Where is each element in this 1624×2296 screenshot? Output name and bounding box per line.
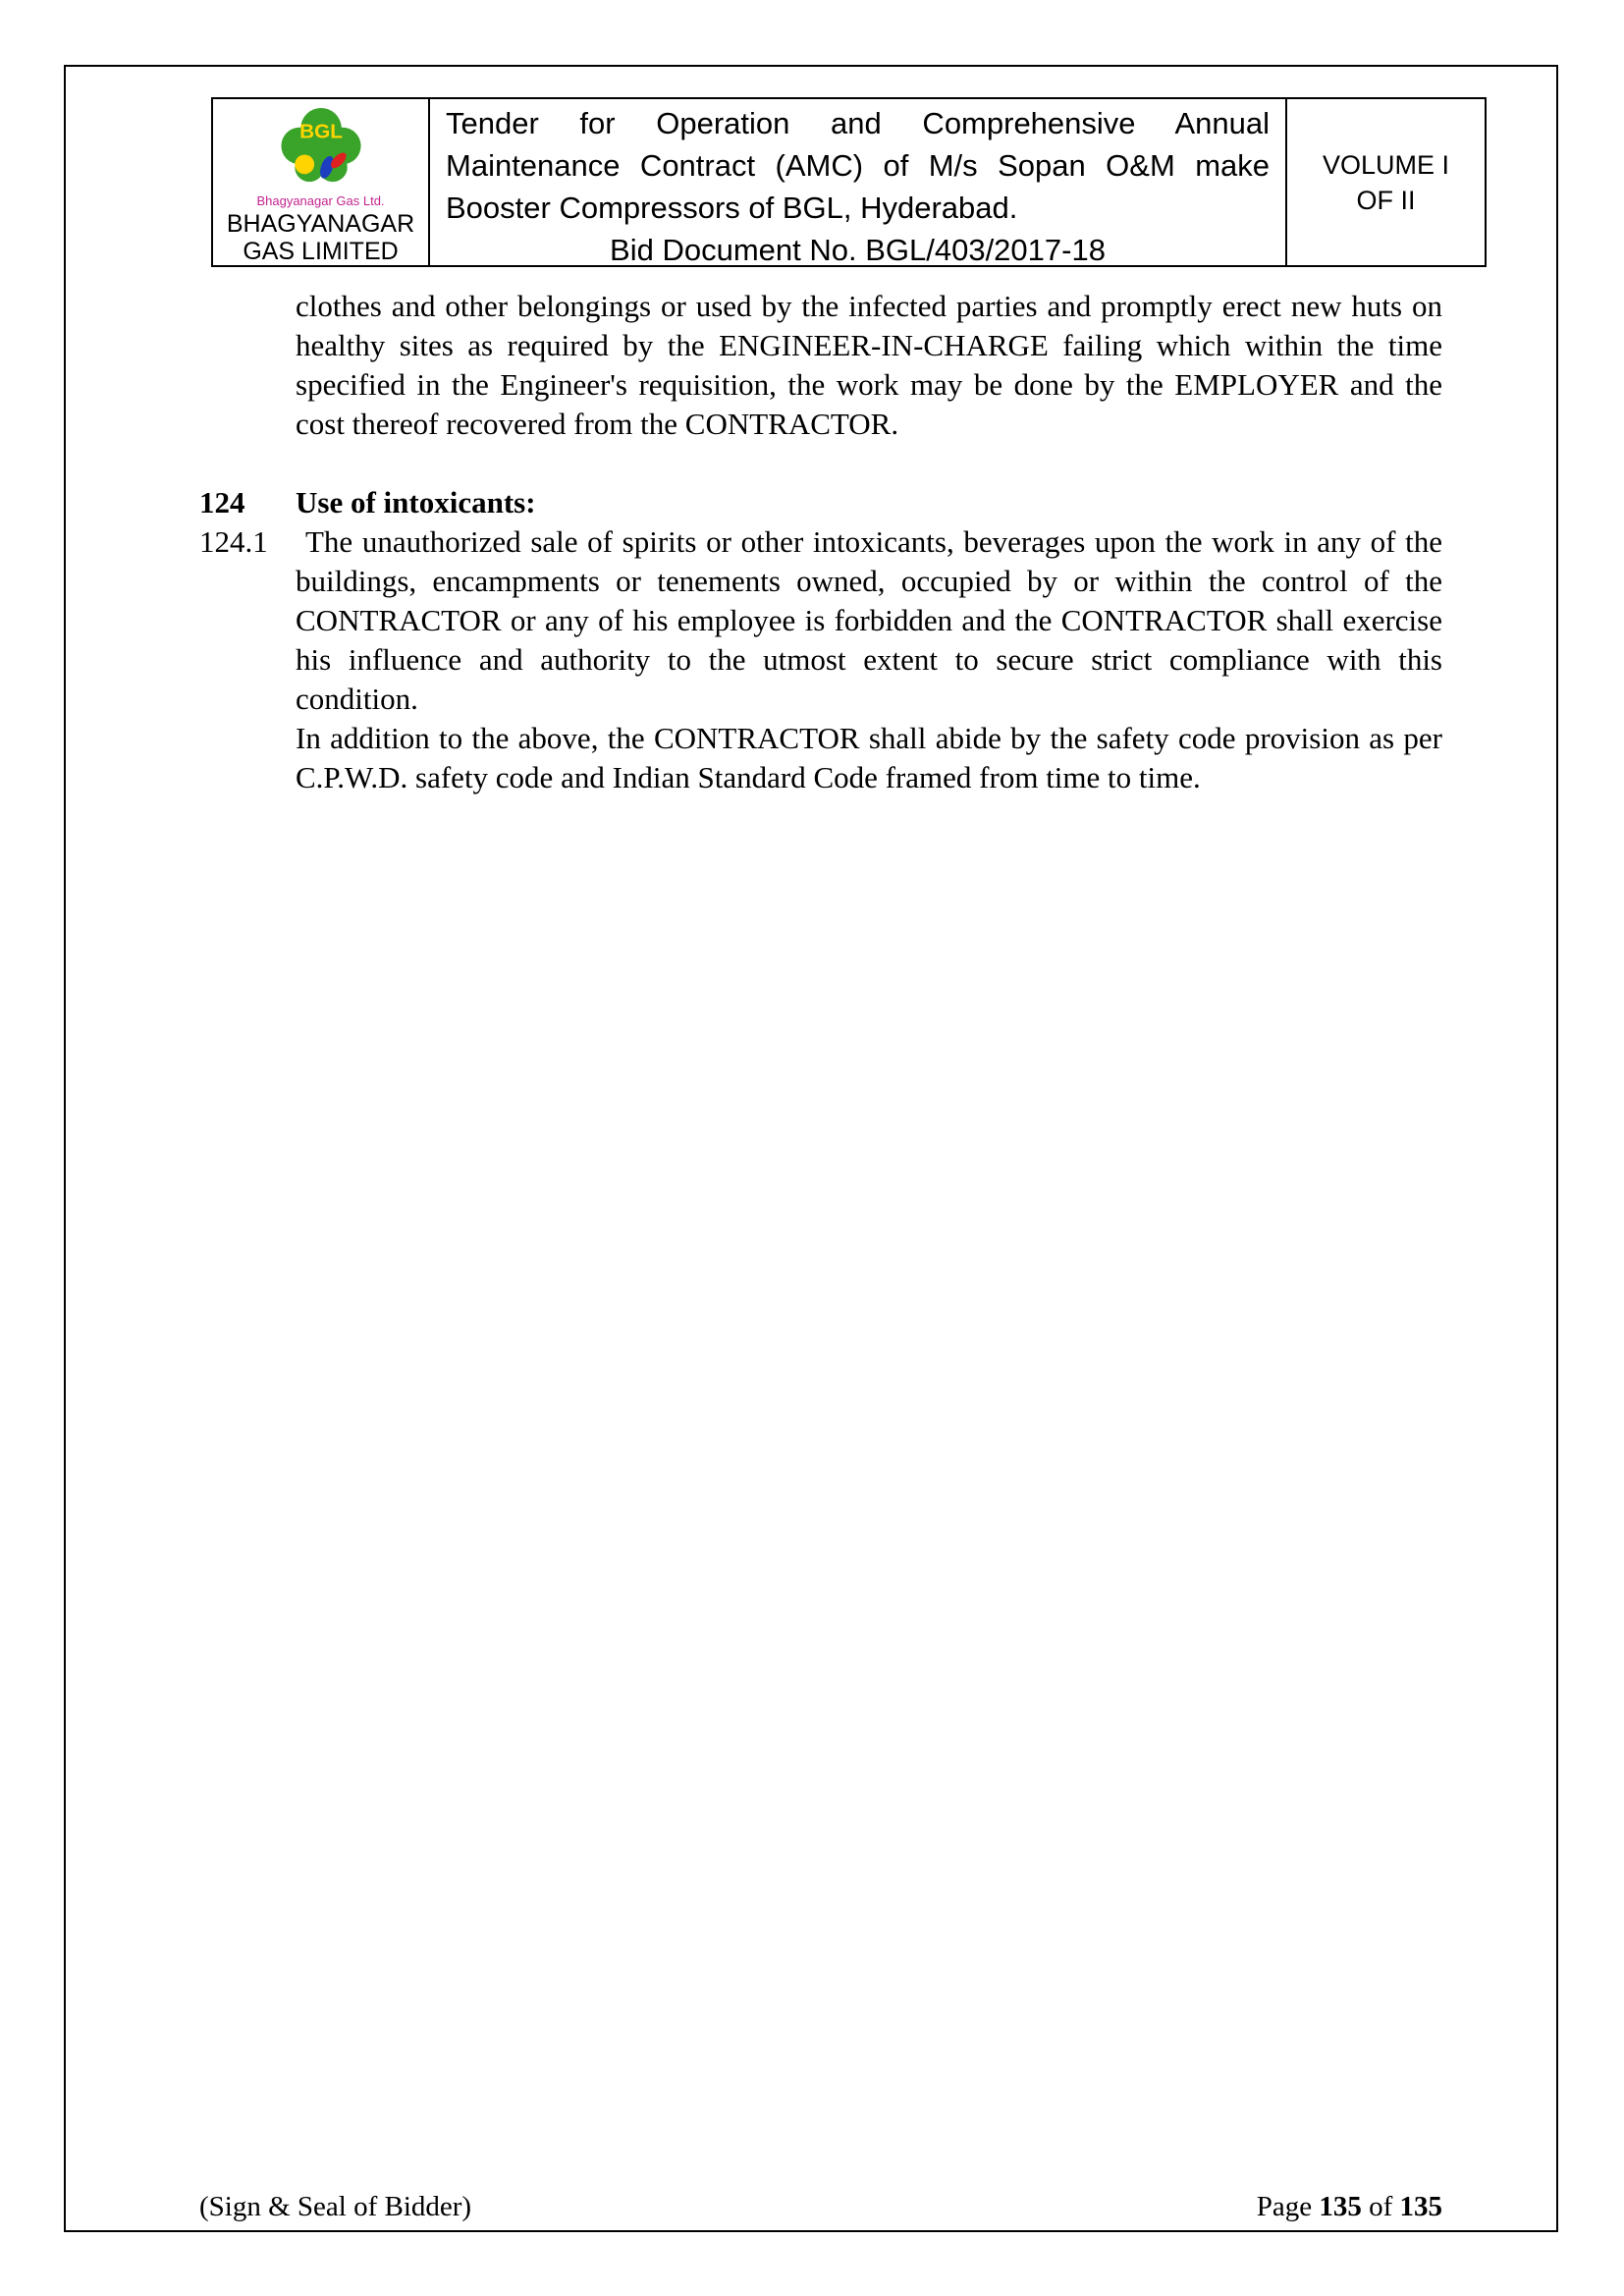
addendum-paragraph: In addition to the above, the CONTRACTOR shall abide by the safety code provision as per C.P.W.D. safety code and Indian Standard Code framed from time to time. [296, 721, 1442, 794]
section-title: Use of intoxicants: [296, 485, 536, 519]
page-footer [199, 2188, 1442, 2225]
clause-number: 124.1 [199, 524, 268, 559]
total-page-number: 135 [1399, 2191, 1442, 2222]
page-word: Page [1256, 2191, 1313, 2222]
sign-seal-text: (Sign & Seal of Bidder) [199, 2191, 472, 2222]
bid-document-number: Bid Document No. BGL/403/2017-18 [610, 233, 1106, 267]
page-number-text [1257, 2188, 1442, 2225]
document-body [199, 287, 1442, 797]
logo-tagline: Bhagyanagar Gas Ltd. [256, 193, 385, 208]
company-name: BHAGYANAGAR GAS LIMITED [226, 210, 415, 265]
current-page-number: 135 [1319, 2191, 1362, 2222]
logo-acronym: BGL [298, 120, 343, 143]
section-heading-row [199, 483, 1442, 522]
clause-text: The unauthorized sale of spirits or other intoxicants, beverages upon the work in any of the buildings, encampments or tenements owned, occupied by or within the control of the CONTRACTOR or any of his employee is forbidden and the CONTRACTOR shall exercise his influence and authority to the utmost extent to secure strict compliance with this condition. [296, 524, 1442, 716]
title-cell [430, 99, 1285, 265]
tender-title: Tender for Operation and Comprehensive Annual Maintenance Contract (AMC) of M/s Sopan O&M make Booster Compressors of BGL, Hyderabad. [446, 106, 1270, 225]
of-word: of [1369, 2191, 1393, 2222]
section-number: 124 [199, 485, 245, 519]
header-table [211, 97, 1487, 267]
clause-row [199, 522, 1442, 719]
bgl-logo-icon [263, 103, 379, 196]
volume-cell [1285, 99, 1485, 265]
continuation-paragraph: clothes and other belongings or used by the infected parties and promptly erect new huts on healthy sites as required by the ENGINEER-IN-CHARGE failing which within the time specified in the Engineer's requisition, the work may be done by the EMPLOYER and the cost thereof recovered from the CONTRACTOR. [296, 289, 1442, 441]
volume-line-1: VOLUME I [1322, 149, 1450, 180]
volume-line-2: OF II [1356, 185, 1416, 215]
logo-cell [213, 99, 430, 265]
